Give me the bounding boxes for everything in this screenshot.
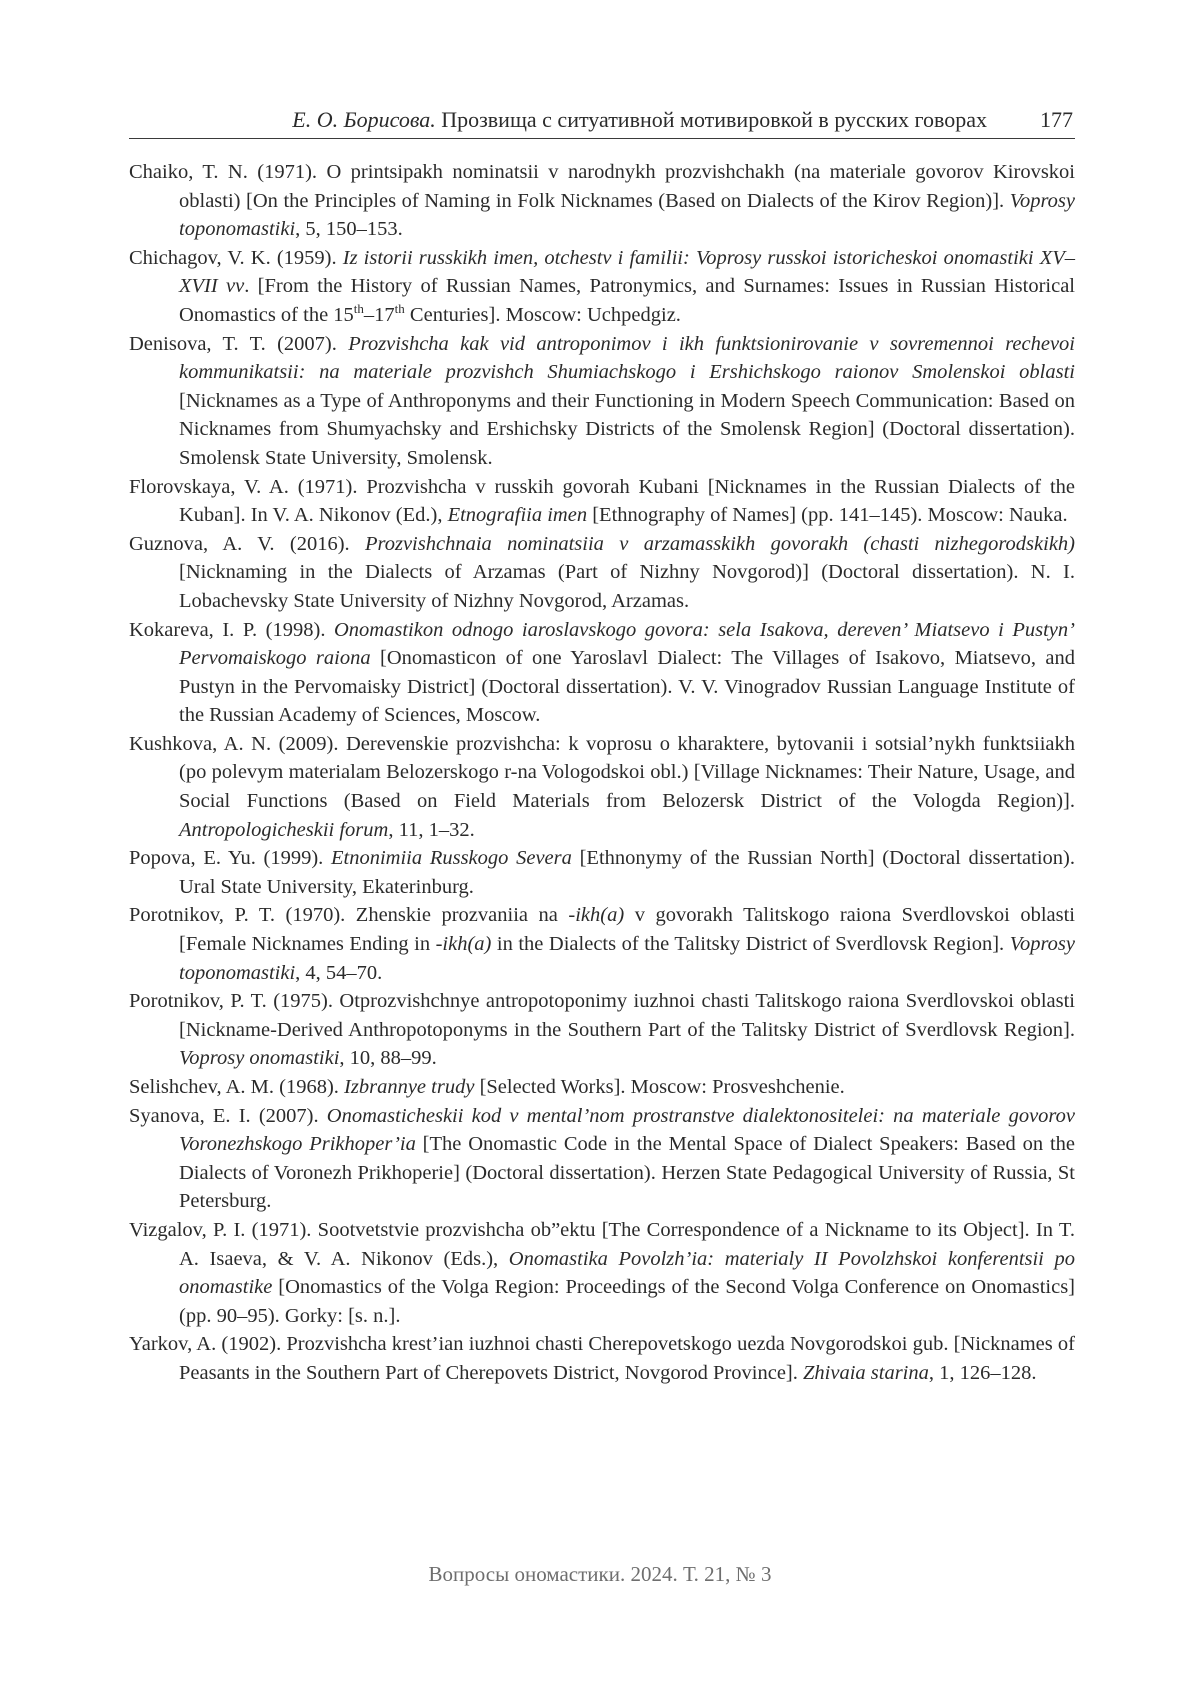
reference-text: in the Dialects of the Talitsky District of Sverdlovsk Region].	[491, 933, 1010, 956]
running-title	[292, 102, 987, 138]
reference-title-italic: -ikh(a)	[568, 904, 625, 927]
reference-entry	[129, 901, 1075, 987]
reference-text: Florovskaya, V. A. (1971). Prozvishcha v russkih govorah Kubani [Nicknames in the Russian Dialects of the Kuban]. In V. A. Nikonov (Ed.),	[129, 475, 1075, 527]
running-author: Е. О. Борисова.	[292, 107, 436, 132]
reference-text: , 11, 1–32.	[388, 818, 475, 841]
reference-title-italic: Etnonimiia Russkogo Severa	[331, 847, 572, 870]
reference-text: Centuries]. Moscow: Uchpedgiz.	[404, 303, 681, 326]
reference-text: Porotnikov, P. T. (1970). Zhenskie prozvaniia na	[129, 904, 569, 927]
reference-entry	[129, 844, 1075, 901]
reference-title-italic: Voprosy onomastiki	[179, 1047, 340, 1070]
reference-text: Kokareva, I. P. (1998).	[129, 618, 334, 641]
reference-entry	[129, 1330, 1075, 1387]
reference-text: [Ethnonymy of the Russian North] (Doctoral dissertation). Ural State University, Ekaterinburg.	[179, 847, 1076, 898]
reference-text: , 1, 126–128.	[928, 1361, 1037, 1384]
reference-title-italic: Zhivaia starina	[803, 1361, 929, 1384]
page-header	[129, 102, 1075, 139]
reference-text: Syanova, E. I. (2007).	[129, 1104, 327, 1127]
reference-title-italic: -ikh(a)	[435, 933, 492, 956]
reference-text: [Selected Works]. Moscow: Prosveshchenie.	[474, 1076, 845, 1098]
reference-entry	[129, 244, 1075, 330]
reference-text: Chaiko, T. N. (1971). O printsipakh nominatsii v narodnykh prozvishchakh (na materiale govorov Kirovskoi oblasti) [On the Principles of Naming in Folk Nicknames (Based on Dialects of the Kirov Region)].	[129, 161, 1075, 212]
reference-title-italic: Voprosy toponomastiki	[179, 189, 1075, 241]
ordinal-superscript: th	[353, 301, 364, 317]
reference-text: Guznova, A. V. (2016).	[129, 532, 365, 555]
reference-entry	[129, 616, 1075, 730]
reference-title-italic: Onomastika Povolzh’ia: materialy II Povolzhskoi konferentsii po onomastike	[179, 1247, 1075, 1299]
running-article-title: Прозвища с ситуативной мотивировкой в русских говорах	[441, 107, 987, 132]
reference-text: Denisova, T. T. (2007).	[129, 332, 349, 355]
journal-footer: Вопросы ономастики. 2024. Т. 21, № 3	[428, 1562, 772, 1586]
reference-text: . [From the History of Russian Names, Patronymics, and Surnames: Issues in Russian Historical Onomastics of the 15	[179, 275, 1076, 326]
reference-title-italic: Onomasticheskii kod v mental’nom prostranstve dialektonositelei: na materiale govorov Voronezhskogo Prikhoper’ia	[179, 1104, 1075, 1156]
reference-text: Yarkov, A. (1902). Prozvishcha krest’ian iuzhnoi chasti Cherepovetskogo uezda Novgorodskoi gub. [Nicknames of Peasants in the Southern Part of Cherepovets District, Novgorod Province].	[129, 1333, 1075, 1384]
reference-title-italic: Etnografiia imen	[447, 504, 588, 527]
reference-entry	[129, 1073, 1075, 1102]
reference-entry	[129, 1216, 1075, 1330]
reference-entry	[129, 473, 1075, 530]
reference-title-italic: Onomastikon odnogo iaroslavskogo govora: sela Isakova, dereven’ Miatsevo i Pustyn’ Pervomaiskogo raiona	[179, 618, 1075, 670]
reference-entry	[129, 158, 1075, 244]
reference-text: Kushkova, A. N. (2009). Derevenskie prozvishcha: k voprosu o kharaktere, bytovanii i sotsial’nykh funktsiiakh (po polevym materialam Belozerskogo r-na Vologodskoi obl.) [Village Nicknames: Their Nature, Usage, and Social Functions (Based on Field Materials from Belozersk District of the Vologda Region)].	[129, 732, 1075, 813]
reference-title-italic: Antropologicheskii forum	[179, 818, 389, 841]
reference-entry	[129, 330, 1075, 473]
reference-title-italic: Prozvishchnaia nominatsiia v arzamasskikh govorakh (chasti nizhegorodskikh)	[364, 532, 1075, 555]
reference-text: [Onomastics of the Volga Region: Proceedings of the Second Volga Conference on Onomastics] (pp. 90–95). Gorky: [s. n.].	[179, 1276, 1075, 1327]
reference-text: Popova, E. Yu. (1999).	[129, 847, 332, 870]
reference-text: Porotnikov, P. T. (1975). Otprozvishchnye antropotoponimy iuzhnoi chasti Talitskogo raiona Sverdlovskoi oblasti [Nickname-Derived Anthropotoponyms in the Southern Part of the Talitsky District of Sverdlovsk Region].	[129, 990, 1075, 1041]
reference-text: , 10, 88–99.	[339, 1047, 437, 1070]
reference-text: [Nicknames as a Type of Anthroponyms and their Functioning in Modern Speech Communication: Based on Nicknames from Shumyachsky and Ershichsky Districts of the Smolensk Region] (Doctoral dissertation). Smolensk State University, Smolensk.	[179, 389, 1075, 469]
reference-text: –17	[363, 303, 395, 326]
reference-entry	[129, 530, 1075, 616]
page-number: 177	[1040, 107, 1073, 132]
reference-text: Selishchev, A. M. (1968).	[129, 1076, 345, 1098]
reference-list	[129, 158, 1075, 1388]
reference-text: , 5, 150–153.	[295, 218, 403, 241]
reference-entry	[129, 1102, 1075, 1216]
reference-text: [Ethnography of Names] (pp. 141–145). Moscow: Nauka.	[587, 504, 1068, 527]
reference-title-italic: Voprosy toponomastiki	[179, 933, 1075, 984]
reference-text: [Onomasticon of one Yaroslavl Dialect: The Villages of Isakovo, Miatsevo, and Pustyn in the Pervomaisky District] (Doctoral dissertation). V. V. Vinogradov Russian Language Institute of the Russian Academy of Sciences, Moscow.	[179, 647, 1075, 727]
reference-text: v govorakh Talitskogo raiona Sverdlovskoi oblasti [Female Nicknames Ending in	[179, 904, 1075, 956]
reference-text: [The Onomastic Code in the Mental Space of Dialect Speakers: Based on the Dialects of Voronezh Prikhoperie] (Doctoral dissertation). Herzen State Pedagogical University of Russia, St Petersburg.	[179, 1133, 1075, 1213]
reference-text: Vizgalov, P. I. (1971). Sootvetstvie prozvishcha ob”ektu [The Correspondence of a Nickname to its Object]. In T. A. Isaeva, & V. A. Nikonov (Eds.),	[129, 1218, 1075, 1270]
ordinal-superscript: th	[394, 301, 405, 317]
reference-title-italic: Prozvishcha kak vid antroponimov i ikh funktsionirovanie v sovremennoi rechevoi kommunikatsii: na materiale prozvishch Shumiachskogo i Ershichskogo raionov Smolenskoi oblasti	[179, 332, 1076, 384]
reference-title-italic: Iz istorii russkikh imen, otchestv i familii: Voprosy russkoi istoricheskoi onomastiki XV–XVII vv	[179, 246, 1075, 298]
reference-entry	[129, 987, 1075, 1073]
reference-text: , 4, 54–70.	[295, 961, 383, 984]
reference-entry	[129, 730, 1075, 844]
reference-text: Chichagov, V. K. (1959).	[129, 246, 343, 269]
reference-title-italic: Izbrannye trudy	[344, 1076, 475, 1098]
reference-text: [Nicknaming in the Dialects of Arzamas (Part of Nizhny Novgorod)] (Doctoral dissertation). N. I. Lobachevsky State University of Nizhny Novgorod, Arzamas.	[179, 561, 1075, 612]
